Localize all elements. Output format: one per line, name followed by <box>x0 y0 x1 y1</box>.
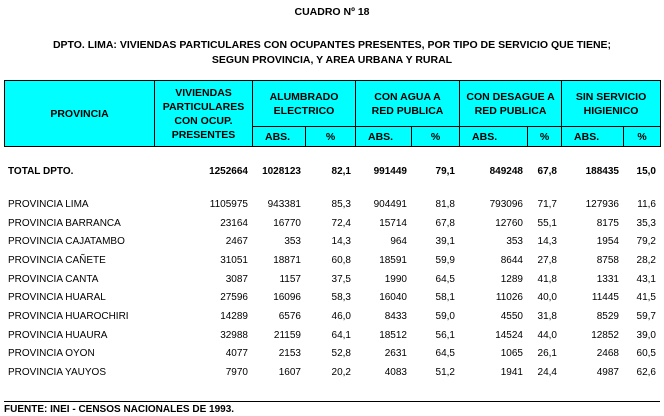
header-sin-servicio-line: HIGIENICO <box>583 104 639 117</box>
total-cell: 67,8 <box>537 165 557 177</box>
table-cell: 39,1 <box>435 236 455 248</box>
header-pct: % <box>412 127 460 147</box>
table-cell: 43,1 <box>636 273 656 285</box>
table-cell: 2631 <box>384 348 407 360</box>
table-cell: 793096 <box>489 198 523 210</box>
table-cell: 4987 <box>596 367 619 379</box>
table-cell: 943381 <box>267 198 301 210</box>
table-cell: 31051 <box>220 254 248 266</box>
table-cell: 2467 <box>225 236 248 248</box>
header-viviendas-line: CON OCUP. <box>174 114 233 127</box>
table-cell: 18591 <box>379 254 407 266</box>
table-cell: 1065 <box>500 348 523 360</box>
table-cell: 23164 <box>220 217 248 229</box>
total-cell: 1252664 <box>209 165 248 177</box>
header-sin-servicio-line: SIN SERVICIO <box>575 90 647 103</box>
table-cell: 56,1 <box>435 329 455 341</box>
table-cell: 40,0 <box>537 292 557 304</box>
table-cell: 31,8 <box>537 310 557 322</box>
table-cell: 4550 <box>500 310 523 322</box>
header-provincia: PROVINCIA <box>5 81 155 147</box>
total-cell: 82,1 <box>331 165 351 177</box>
table-cell: 24,4 <box>537 367 557 379</box>
table-cell: 71,7 <box>537 198 557 210</box>
table-cell: 16040 <box>379 292 407 304</box>
header-alumbrado-line: ALUMBRADO <box>269 90 339 103</box>
table-cell: 11,6 <box>637 198 656 210</box>
table-header <box>4 80 661 147</box>
table-row <box>4 288 660 307</box>
table-row <box>4 307 660 326</box>
table-cell: 1289 <box>500 273 523 285</box>
table-cell: 81,8 <box>435 198 455 210</box>
table-cell: 18871 <box>273 254 301 266</box>
table-cell: 32988 <box>220 329 248 341</box>
table-cell: 37,5 <box>331 273 351 285</box>
source-footer: FUENTE: INEI - CENSOS NACIONALES DE 1993. <box>4 401 660 416</box>
table-cell: 64,5 <box>435 273 455 285</box>
total-table <box>4 161 660 181</box>
total-cell: 188435 <box>585 165 619 177</box>
table-cell: 11445 <box>591 292 619 304</box>
table-cell: 8433 <box>384 310 407 322</box>
province-name: PROVINCIA HUAURA <box>8 329 108 341</box>
table-cell: 14289 <box>220 310 248 322</box>
header-pct: % <box>528 127 562 147</box>
header-desague-line: RED PUBLICA <box>474 104 547 117</box>
table-cell: 14,3 <box>537 236 557 248</box>
province-name: PROVINCIA CAÑETE <box>8 254 106 266</box>
table-cell: 28,2 <box>636 254 656 266</box>
table-cell: 8758 <box>596 254 619 266</box>
header-viviendas <box>155 81 253 147</box>
table-cell: 904491 <box>373 198 407 210</box>
table-cell: 1941 <box>500 367 523 379</box>
table-cell: 7970 <box>225 367 248 379</box>
table-cell: 21159 <box>273 329 301 341</box>
province-name: PROVINCIA BARRANCA <box>8 217 121 229</box>
header-viviendas-line: PARTICULARES <box>162 100 245 113</box>
header-pct: % <box>306 127 356 147</box>
table-cell: 51,2 <box>435 367 455 379</box>
header-abs: ABS. <box>253 127 306 147</box>
table-cell: 1331 <box>596 273 619 285</box>
table-subtitle-line-1: DPTO. LIMA: VIVIENDAS PARTICULARES CON OCUPANTES PRESENTES, POR TIPO DE SERVICIO QUE TIENE; <box>52 39 612 51</box>
table-cell: 4077 <box>225 348 248 360</box>
table-cell: 6576 <box>278 310 301 322</box>
table-cell: 62,6 <box>636 367 656 379</box>
total-cell: 991449 <box>373 165 407 177</box>
table-number-title: CUADRO Nº 18 <box>294 6 370 18</box>
table-cell: 3087 <box>225 273 248 285</box>
table-cell: 16770 <box>273 217 301 229</box>
province-name: PROVINCIA LIMA <box>8 198 89 210</box>
table-row <box>4 363 660 382</box>
table-cell: 59,0 <box>435 310 455 322</box>
total-row <box>4 161 660 181</box>
table-cell: 27596 <box>220 292 248 304</box>
table-cell: 353 <box>506 236 523 248</box>
table-cell: 15714 <box>379 217 407 229</box>
table-cell: 59,9 <box>435 254 455 266</box>
table-cell: 14,3 <box>331 236 351 248</box>
total-cell: 79,1 <box>435 165 455 177</box>
table-cell: 1157 <box>279 273 301 285</box>
table-cell: 1105975 <box>209 198 248 210</box>
total-cell: 849248 <box>489 165 523 177</box>
table-cell: 12852 <box>591 329 619 341</box>
table-cell: 8529 <box>596 310 619 322</box>
header-alumbrado-line: ELECTRICO <box>273 104 335 117</box>
table-cell: 11026 <box>495 292 523 304</box>
header-agua-line: RED PUBLICA <box>371 104 444 117</box>
table-cell: 46,0 <box>331 310 351 322</box>
total-cell: 1028123 <box>262 165 301 177</box>
table-cell: 12760 <box>495 217 523 229</box>
total-label: TOTAL DPTO. <box>8 165 74 177</box>
province-name: PROVINCIA OYON <box>8 348 95 360</box>
table-cell: 59,7 <box>636 310 656 322</box>
province-name: PROVINCIA CAJATAMBO <box>8 236 125 248</box>
header-desague <box>460 81 562 127</box>
table-row <box>4 345 660 364</box>
table-cell: 26,1 <box>537 348 557 360</box>
table-cell: 58,3 <box>331 292 351 304</box>
table-cell: 1607 <box>278 367 301 379</box>
header-viviendas-line: VIVIENDAS <box>175 86 232 99</box>
header-agua-line: CON AGUA A <box>374 90 441 103</box>
table-row <box>4 270 660 289</box>
table-cell: 16096 <box>273 292 301 304</box>
province-name: PROVINCIA HUARAL <box>8 292 106 304</box>
table-cell: 18512 <box>379 329 407 341</box>
table-cell: 1990 <box>384 273 407 285</box>
table-cell: 127936 <box>585 198 619 210</box>
table-row <box>4 195 660 214</box>
table-cell: 60,5 <box>636 348 656 360</box>
table-cell: 27,8 <box>537 254 557 266</box>
header-abs: ABS. <box>562 127 624 147</box>
table-row <box>4 232 660 251</box>
table-cell: 58,1 <box>435 292 455 304</box>
table-cell: 14524 <box>495 329 523 341</box>
table-cell: 41,5 <box>636 292 656 304</box>
header-abs: ABS. <box>460 127 528 147</box>
province-name: PROVINCIA YAUYOS <box>8 367 106 379</box>
table-cell: 52,8 <box>331 348 351 360</box>
table-cell: 8175 <box>596 217 619 229</box>
table-row <box>4 326 660 345</box>
header-sin-servicio <box>562 81 661 127</box>
table-cell: 64,5 <box>435 348 455 360</box>
table-cell: 72,4 <box>331 217 351 229</box>
table-cell: 8644 <box>500 254 523 266</box>
table-cell: 2153 <box>278 348 301 360</box>
table-cell: 4083 <box>384 367 407 379</box>
header-alumbrado <box>253 81 356 127</box>
table-cell: 79,2 <box>636 236 656 248</box>
table-row <box>4 214 660 233</box>
table-cell: 44,0 <box>537 329 557 341</box>
table-cell: 1954 <box>596 236 619 248</box>
table-cell: 64,1 <box>331 329 351 341</box>
table-cell: 41,8 <box>537 273 557 285</box>
table-cell: 85,3 <box>331 198 351 210</box>
province-name: PROVINCIA HUAROCHIRI <box>8 310 129 322</box>
table-cell: 353 <box>284 236 301 248</box>
province-name: PROVINCIA CANTA <box>8 273 99 285</box>
table-cell: 20,2 <box>331 367 351 379</box>
table-cell: 2468 <box>596 348 619 360</box>
total-cell: 15,0 <box>636 165 656 177</box>
table-cell: 964 <box>390 236 407 248</box>
header-desague-line: CON DESAGUE A <box>466 90 555 103</box>
table-cell: 39,0 <box>636 329 656 341</box>
header-viviendas-line: PRESENTES <box>171 128 236 141</box>
header-pct: % <box>624 127 661 147</box>
table-row <box>4 251 660 270</box>
province-table <box>4 195 660 382</box>
table-cell: 55,1 <box>537 217 557 229</box>
table-cell: 35,3 <box>636 217 656 229</box>
table-cell: 60,8 <box>331 254 351 266</box>
header-abs: ABS. <box>356 127 412 147</box>
table-cell: 67,8 <box>435 217 455 229</box>
table-subtitle-line-2: SEGUN PROVINCIA, Y AREA URBANA Y RURAL <box>211 54 453 66</box>
header-agua <box>356 81 460 127</box>
